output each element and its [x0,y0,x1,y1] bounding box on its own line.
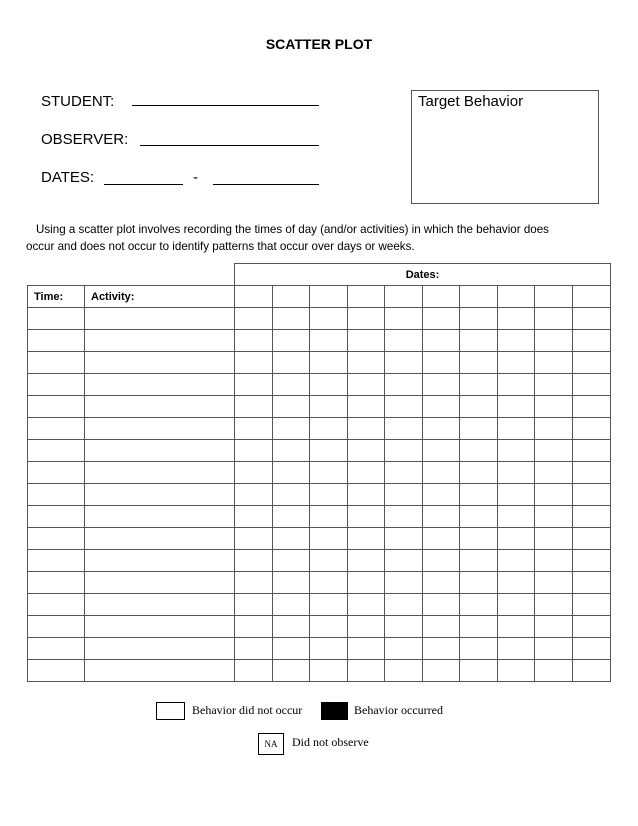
activity-cell[interactable] [85,374,235,396]
observation-cell[interactable] [385,660,423,682]
date-column-cell[interactable] [348,286,385,308]
scatter-plot-table [27,263,611,682]
observation-cell[interactable] [273,308,310,330]
observation-cell[interactable] [310,572,348,594]
observation-cell[interactable] [273,572,310,594]
observation-cell[interactable] [310,528,348,550]
observation-cell[interactable] [348,528,385,550]
observation-cell[interactable] [460,550,498,572]
observation-cell[interactable] [535,440,573,462]
activity-cell[interactable] [85,550,235,572]
observation-cell[interactable] [310,484,348,506]
observation-cell[interactable] [423,550,460,572]
time-cell[interactable] [28,550,85,572]
observation-cell[interactable] [235,374,273,396]
activity-cell[interactable] [85,484,235,506]
observation-cell[interactable] [348,484,385,506]
occurred-swatch [321,702,348,720]
observation-cell[interactable] [573,528,611,550]
observation-cell[interactable] [235,506,273,528]
table-row [28,660,611,682]
instructions-line-2: occur and does not occur to identify patterns that occur over days or weeks. [26,240,415,253]
observation-cell[interactable] [498,374,535,396]
observation-cell[interactable] [235,572,273,594]
observation-cell[interactable] [385,638,423,660]
observation-cell[interactable] [423,374,460,396]
observation-cell[interactable] [460,374,498,396]
dates-header: Dates: [235,264,611,286]
observation-cell[interactable] [310,462,348,484]
observation-cell[interactable] [498,330,535,352]
observation-cell[interactable] [385,440,423,462]
activity-cell[interactable] [85,594,235,616]
observation-cell[interactable] [310,396,348,418]
observation-cell[interactable] [385,462,423,484]
observation-cell[interactable] [385,418,423,440]
student-label: STUDENT: [41,93,115,110]
observation-cell[interactable] [273,484,310,506]
observation-cell[interactable] [235,440,273,462]
observation-cell[interactable] [310,440,348,462]
observation-cell[interactable] [385,506,423,528]
observation-cell[interactable] [235,308,273,330]
observation-cell[interactable] [573,330,611,352]
observation-cell[interactable] [348,638,385,660]
observation-cell[interactable] [310,638,348,660]
observation-cell[interactable] [348,550,385,572]
time-cell[interactable] [28,484,85,506]
observation-cell[interactable] [235,418,273,440]
observation-cell[interactable] [535,396,573,418]
observation-cell[interactable] [273,418,310,440]
date-column-cell[interactable] [423,286,460,308]
table-row [28,528,611,550]
observation-cell[interactable] [573,352,611,374]
observation-cell[interactable] [573,484,611,506]
observation-cell[interactable] [385,616,423,638]
table-row [28,462,611,484]
observation-cell[interactable] [310,660,348,682]
observation-cell[interactable] [310,308,348,330]
observation-cell[interactable] [535,308,573,330]
observation-cell[interactable] [423,396,460,418]
instructions-line-1: Using a scatter plot involves recording the times of day (and/or activities) in which the behavior does [36,223,549,236]
time-cell[interactable] [28,308,85,330]
activity-cell[interactable] [85,352,235,374]
observation-cell[interactable] [310,330,348,352]
did-not-observe-label: Did not observe [292,735,369,749]
activity-header: Activity: [85,286,235,308]
observation-cell[interactable] [573,572,611,594]
observation-cell[interactable] [573,396,611,418]
observation-cell[interactable] [573,660,611,682]
observation-cell[interactable] [273,638,310,660]
observation-cell[interactable] [498,616,535,638]
observation-cell[interactable] [385,484,423,506]
time-cell[interactable] [28,594,85,616]
observer-label: OBSERVER: [41,131,129,148]
table-row [28,638,611,660]
observation-cell[interactable] [423,352,460,374]
time-cell[interactable] [28,330,85,352]
observation-cell[interactable] [310,418,348,440]
observation-cell[interactable] [385,374,423,396]
observation-cell[interactable] [348,352,385,374]
date-column-cell[interactable] [460,286,498,308]
activity-cell[interactable] [85,308,235,330]
observation-cell[interactable] [498,396,535,418]
observation-cell[interactable] [460,594,498,616]
time-cell[interactable] [28,352,85,374]
observation-cell[interactable] [235,330,273,352]
page-title: SCATTER PLOT [265,36,373,52]
time-cell[interactable] [28,528,85,550]
observation-cell[interactable] [498,462,535,484]
dates-start-line[interactable] [104,184,183,185]
observation-cell[interactable] [423,418,460,440]
observation-cell[interactable] [535,330,573,352]
observation-cell[interactable] [310,374,348,396]
table-row [28,352,611,374]
observation-cell[interactable] [273,594,310,616]
activity-cell[interactable] [85,330,235,352]
observation-cell[interactable] [460,418,498,440]
observation-cell[interactable] [573,506,611,528]
date-column-cell[interactable] [385,286,423,308]
observation-cell[interactable] [273,440,310,462]
dates-separator: - [193,169,198,186]
observation-cell[interactable] [460,352,498,374]
target-behavior-box[interactable] [411,90,599,204]
observation-cell[interactable] [348,330,385,352]
observation-cell[interactable] [498,638,535,660]
activity-cell[interactable] [85,616,235,638]
time-cell[interactable] [28,440,85,462]
observation-cell[interactable] [273,352,310,374]
observation-cell[interactable] [235,550,273,572]
observation-cell[interactable] [573,374,611,396]
observation-cell[interactable] [498,352,535,374]
table-row [28,418,611,440]
column-header-row [28,286,611,308]
observation-cell[interactable] [573,638,611,660]
observation-cell[interactable] [385,352,423,374]
date-column-cell[interactable] [235,286,273,308]
observation-cell[interactable] [235,396,273,418]
not-observed-swatch: NA [258,733,284,755]
observation-cell[interactable] [535,418,573,440]
observation-cell[interactable] [535,352,573,374]
table-row [28,616,611,638]
observation-cell[interactable] [423,616,460,638]
observation-cell[interactable] [423,440,460,462]
observation-cell[interactable] [535,638,573,660]
date-column-cell[interactable] [573,286,611,308]
observation-cell[interactable] [573,550,611,572]
observation-cell[interactable] [273,396,310,418]
observation-cell[interactable] [348,660,385,682]
observation-cell[interactable] [385,330,423,352]
observation-cell[interactable] [235,462,273,484]
observation-cell[interactable] [310,616,348,638]
observation-cell[interactable] [423,330,460,352]
observation-cell[interactable] [385,594,423,616]
table-row [28,484,611,506]
observation-cell[interactable] [460,616,498,638]
observation-cell[interactable] [348,506,385,528]
observation-cell[interactable] [535,660,573,682]
observation-cell[interactable] [460,572,498,594]
activity-cell[interactable] [85,572,235,594]
activity-cell[interactable] [85,660,235,682]
observation-cell[interactable] [460,462,498,484]
observation-cell[interactable] [573,440,611,462]
table-row [28,594,611,616]
observation-cell[interactable] [348,462,385,484]
table-row [28,374,611,396]
observer-line[interactable] [140,145,319,146]
observation-cell[interactable] [460,638,498,660]
observation-cell[interactable] [310,550,348,572]
observation-cell[interactable] [460,396,498,418]
observation-cell[interactable] [385,308,423,330]
observation-cell[interactable] [460,440,498,462]
scatter-plot-grid [27,263,611,682]
observation-cell[interactable] [460,528,498,550]
activity-cell[interactable] [85,418,235,440]
dates-header-row [28,264,611,286]
observation-cell[interactable] [423,308,460,330]
observation-cell[interactable] [310,594,348,616]
activity-cell[interactable] [85,396,235,418]
time-cell[interactable] [28,396,85,418]
observation-cell[interactable] [273,374,310,396]
observation-cell[interactable] [423,572,460,594]
observation-cell[interactable] [385,572,423,594]
observation-cell[interactable] [498,418,535,440]
activity-cell[interactable] [85,638,235,660]
observation-cell[interactable] [423,638,460,660]
dates-label: DATES: [41,169,95,186]
occurred-label: Behavior occurred [354,703,443,717]
observation-cell[interactable] [235,638,273,660]
observation-cell[interactable] [348,308,385,330]
observation-cell[interactable] [348,374,385,396]
table-row [28,440,611,462]
observation-cell[interactable] [235,352,273,374]
observation-cell[interactable] [460,484,498,506]
did-not-occur-label: Behavior did not occur [192,703,303,717]
observation-cell[interactable] [235,528,273,550]
date-column-cell[interactable] [273,286,310,308]
observation-cell[interactable] [535,462,573,484]
instructions [26,221,611,255]
observation-cell[interactable] [348,572,385,594]
table-row [28,308,611,330]
time-cell[interactable] [28,660,85,682]
observation-cell[interactable] [460,660,498,682]
observation-cell[interactable] [460,308,498,330]
did-not-occur-swatch [156,702,185,720]
observation-cell[interactable] [535,374,573,396]
date-column-cell[interactable] [498,286,535,308]
time-cell[interactable] [28,462,85,484]
observation-cell[interactable] [535,572,573,594]
observation-cell[interactable] [235,594,273,616]
observation-cell[interactable] [423,528,460,550]
observation-cell[interactable] [348,594,385,616]
observation-cell[interactable] [535,594,573,616]
observation-cell[interactable] [348,418,385,440]
observation-cell[interactable] [423,506,460,528]
activity-cell[interactable] [85,506,235,528]
table-row [28,506,611,528]
time-header: Time: [28,286,85,308]
table-row [28,396,611,418]
observation-cell[interactable] [573,616,611,638]
time-cell[interactable] [28,418,85,440]
activity-cell[interactable] [85,462,235,484]
observation-cell[interactable] [385,396,423,418]
observation-cell[interactable] [535,506,573,528]
observation-cell[interactable] [310,352,348,374]
observation-cell[interactable] [273,330,310,352]
observation-cell[interactable] [423,462,460,484]
date-column-cell[interactable] [310,286,348,308]
dates-end-line[interactable] [213,184,319,185]
observation-cell[interactable] [535,550,573,572]
observation-cell[interactable] [348,396,385,418]
date-column-cell[interactable] [535,286,573,308]
observation-cell[interactable] [348,616,385,638]
observation-cell[interactable] [423,660,460,682]
observation-cell[interactable] [385,528,423,550]
observation-cell[interactable] [235,616,273,638]
table-row [28,330,611,352]
time-cell[interactable] [28,374,85,396]
observation-cell[interactable] [273,462,310,484]
observation-cell[interactable] [535,616,573,638]
observation-cell[interactable] [385,550,423,572]
observation-cell[interactable] [535,528,573,550]
observation-cell[interactable] [498,528,535,550]
observation-cell[interactable] [573,462,611,484]
observation-cell[interactable] [498,660,535,682]
observation-cell[interactable] [273,616,310,638]
time-cell[interactable] [28,572,85,594]
observation-cell[interactable] [423,594,460,616]
time-cell[interactable] [28,506,85,528]
observation-cell[interactable] [573,418,611,440]
observation-cell[interactable] [273,506,310,528]
observation-cell[interactable] [498,594,535,616]
observation-cell[interactable] [235,484,273,506]
observation-cell[interactable] [498,308,535,330]
table-row [28,572,611,594]
observation-cell[interactable] [573,308,611,330]
observation-cell[interactable] [498,550,535,572]
observation-cell[interactable] [460,506,498,528]
observation-cell[interactable] [498,484,535,506]
observation-cell[interactable] [273,660,310,682]
observation-cell[interactable] [273,550,310,572]
observation-cell[interactable] [273,528,310,550]
observation-cell[interactable] [235,660,273,682]
observation-cell[interactable] [310,506,348,528]
activity-cell[interactable] [85,440,235,462]
observation-cell[interactable] [498,572,535,594]
header-blank [28,264,235,286]
observation-cell[interactable] [460,330,498,352]
observation-cell[interactable] [348,440,385,462]
time-cell[interactable] [28,638,85,660]
table-row [28,550,611,572]
observation-cell[interactable] [498,440,535,462]
student-line[interactable] [132,105,319,106]
observation-cell[interactable] [498,506,535,528]
observation-cell[interactable] [535,484,573,506]
activity-cell[interactable] [85,528,235,550]
time-cell[interactable] [28,616,85,638]
target-behavior-label: Target Behavior [418,93,524,110]
observation-cell[interactable] [573,594,611,616]
observation-cell[interactable] [423,484,460,506]
